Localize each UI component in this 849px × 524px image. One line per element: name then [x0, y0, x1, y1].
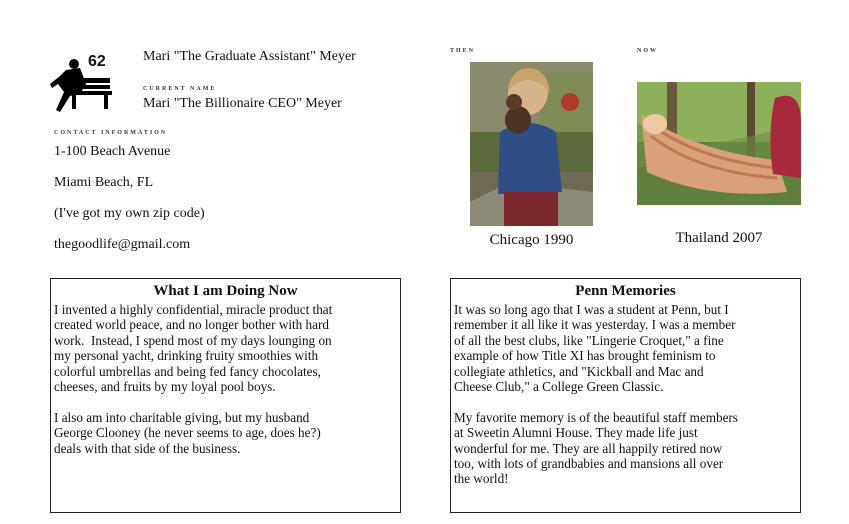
contact-label: CONTACT INFORMATION — [54, 130, 168, 136]
address-line1: 1-100 Beach Avenue — [54, 144, 171, 159]
then-label: THEN — [450, 48, 476, 54]
former-name: Mari "The Graduate Assistant" Meyer — [143, 49, 356, 64]
email: thegoodlife@gmail.com — [54, 237, 191, 252]
doing-now-title: What I am Doing Now — [153, 283, 298, 299]
doing-now-panel — [50, 278, 401, 513]
now-photo — [637, 82, 801, 205]
now-caption: Thailand 2007 — [675, 230, 763, 246]
then-photo — [470, 62, 593, 226]
bench-silhouette-icon — [50, 54, 116, 114]
penn-memories-body: It was so long ago that I was a student at Penn, but I remember it all like it was yesterday. I was a member of all the best clubs, like "Lingerie Croquet," a fine example of how Title XI has brought feminism to collegiate athletics, and "Kickball and Mac and Cheese Club," a College Green Classic. My favorite memory is of the beautiful staff members at Sweetin Alumni House. They made life just wonderful for me. They are all happily retired now too, with lots of grandbabies and mansions all over the world! — [454, 302, 738, 487]
penn-memories-panel — [450, 278, 801, 513]
zip-note: (I've got my own zip code) — [54, 206, 205, 221]
doing-now-body: I invented a highly confidential, miracle product that created world peace, and no longer bother with hard work. Instead, I spend most of my days lounging on my personal yacht, drinking fruity smoothies with colorful umbrellas and being fed fancy chocolates, cheeses, and fruits by my loyal pool boys. I also am into charitable giving, but my husband George Clooney (he never seems to age, does he?) deals with that side of the business. — [54, 302, 333, 456]
badge-number: 62 — [88, 53, 106, 70]
address-line2: Miami Beach, FL — [54, 175, 154, 190]
penn-memories-title: Penn Memories — [575, 283, 676, 299]
current-name: Mari "The Billionaire CEO" Meyer — [143, 96, 342, 111]
now-label: NOW — [637, 48, 658, 54]
current-name-label: CURRENT NAME — [143, 86, 217, 92]
then-caption: Chicago 1990 — [489, 232, 574, 248]
logo — [50, 54, 116, 114]
